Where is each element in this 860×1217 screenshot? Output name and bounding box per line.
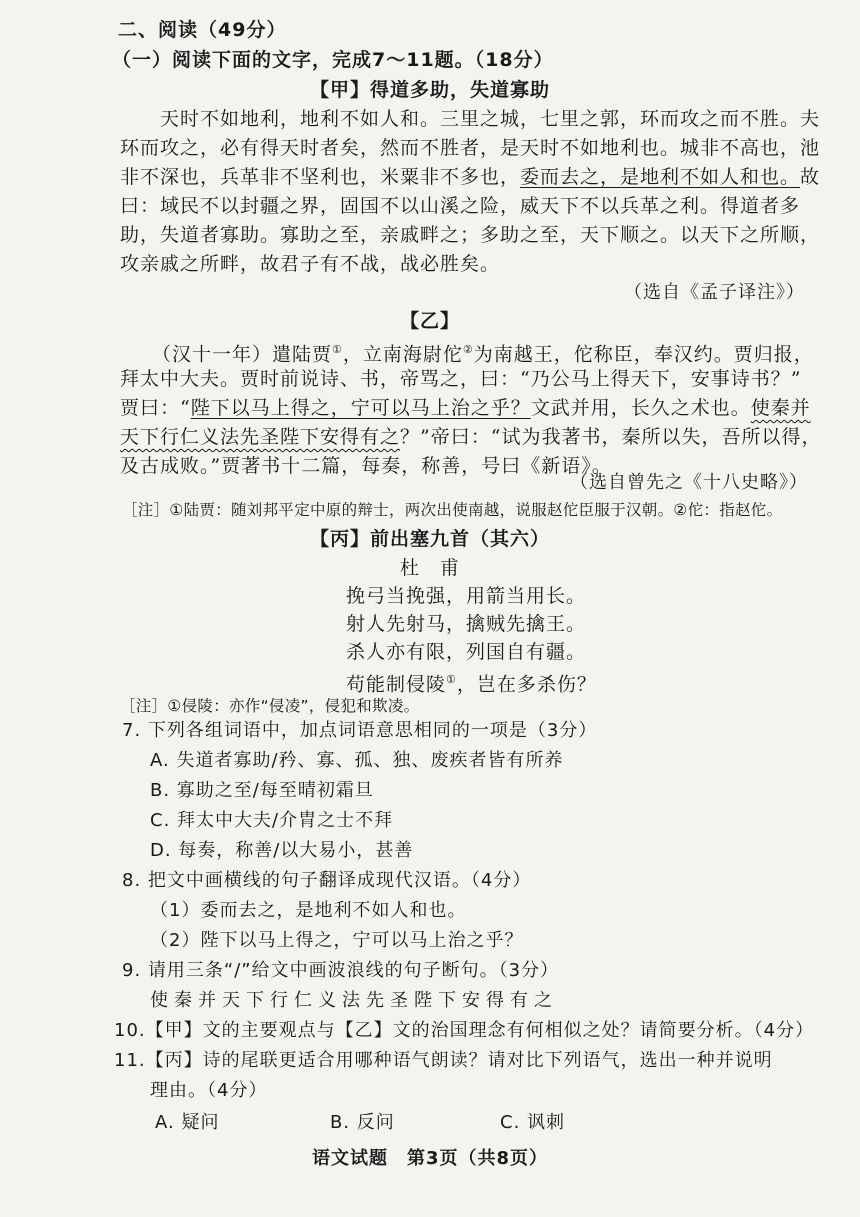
question-11-continued: 理由。（4分） [150,1080,268,1101]
passage-jia-line [120,165,820,189]
passage-text: 故 [800,166,821,188]
question-11-option-c: C. 讽刺 [500,1112,566,1133]
footnote-marker: ② [462,343,474,356]
poem-note: ［注］①侵陵：亦作“侵凌”，侵犯和欺凌。 [120,697,420,715]
underlined-sentence-1: 委而去之，是地利不如人和也。 [520,166,801,188]
section-title: 二、阅读（49分） [118,19,287,41]
question-11: 11.【丙】诗的尾联更适合用哪种语气朗读？请对比下列语气，选出一种并说明 [114,1050,773,1071]
poem-line: 射人先射马，擒贼先擒王。 [346,613,587,635]
question-11-option-a: A. 疑问 [155,1112,220,1133]
question-7-option-c: C. 拜太中大夫/介胄之士不拜 [150,810,394,831]
wavy-sentence-part: 天下行仁义法先圣陛下安得有之 [120,426,401,448]
question-7-option-d: D. 每奏，称善/以大易小，甚善 [150,840,414,861]
passage-yi-line [152,338,814,366]
poem-line: 挽弓当挽强，用箭当用长。 [346,585,587,607]
poem-line [346,668,597,696]
passage-yi-line: 及古成败。”贾著书十二篇，每奏，称善，号曰《新语》。 [120,455,612,477]
passage-yi-note: ［注］①陆贾：随刘邦平定中原的辩士，两次出使南越，说服赵佗臣服于汉朝。②佗：指赵佗。 [122,501,783,519]
poem-text: ，岂在多杀伤？ [456,673,597,696]
passage-jia-line: 环而攻之，必有得天时者矣，然而不胜者，是天时不如地利也。城非不高也，池 [120,137,821,159]
passage-text: ，立南海尉佗 [342,343,463,366]
passage-jia-line: 助，失道者寡助。寡助之至，亲戚畔之；多助之至，天下顺之。以天下之所顺， [120,224,821,246]
passage-jia-title: 【甲】得道多助，失道寡助 [309,79,550,101]
poem-title: 【丙】前出塞九首（其六） [309,528,550,550]
passage-jia-source: （选自《孟子译注》） [624,282,805,303]
underlined-sentence-2: 陛下以马上得之，宁可以马上治之乎？ [190,397,531,419]
passage-text: 文武并用，长久之术也。 [530,397,751,419]
passage-jia-line: 攻亲戚之所畔，故君子有不战，战必胜矣。 [120,253,501,275]
question-7-option-b: B. 寡助之至/每至晴初霜旦 [150,780,374,801]
question-8-item-1: （1）委而去之，是地利不如人和也。 [150,900,467,921]
question-11-option-b: B. 反问 [330,1112,395,1133]
question-7: 7. 下列各组词语中，加点词语意思相同的一项是（3分） [122,720,598,741]
question-8: 8. 把文中画横线的句子翻译成现代汉语。（4分） [122,870,532,891]
passage-yi-source: （选自曾先之《十八史略》） [570,472,808,493]
wavy-sentence-part: 使秦并 [750,397,811,419]
passage-text: 为南越王，佗称臣，奉汉约。贾归报， [473,343,814,366]
question-10: 10.【甲】文的主要观点与【乙】文的治国理念有何相似之处？请简要分析。（4分） [114,1020,815,1041]
poem-text: 苟能制侵陵 [346,673,447,696]
question-9: 9. 请用三条“/”给文中画波浪线的句子断句。（3分） [122,960,560,981]
passage-yi-line [120,425,821,449]
poem-line: 杀人亦有限，列国自有疆。 [346,641,587,663]
passage-text: ？”帝曰：“试为我著书，秦所以失，吾所以得， [400,426,822,448]
passage-text: 非不深也，兵革非不坚利也，米粟非不多也， [120,166,521,188]
footnote-marker: ① [446,673,457,686]
passage-jia-line: 曰：域民不以封疆之界，固国不以山溪之险，威天下不以兵革之利。得道者多 [120,195,801,217]
passage-text: （汉十一年）遣陆贾 [152,343,333,366]
subsection-heading: （一）阅读下面的文字，完成7～11题。（18分） [112,49,554,71]
passage-yi-line: 拜太中大夫。贾时前说诗、书，帝骂之，曰：“乃公马上得天下，安事诗书？” [120,368,802,390]
passage-text: 贾曰：“ [120,397,191,419]
question-8-item-2: （2）陛下以马上得之，宁可以马上治之乎？ [150,930,524,951]
passage-yi-line [120,396,811,420]
passage-yi-title: 【乙】 [399,310,460,332]
footnote-marker: ① [332,343,343,356]
question-7-option-a: A. 失道者寡助/矜、寡、孤、独、废疾者皆有所养 [150,750,564,771]
poem-author: 杜 甫 [399,557,460,579]
question-9-sentence: 使秦并天下行仁义法先圣陛下安得有之 [150,990,558,1011]
page-footer: 语文试题 第3页（共8页） [311,1148,549,1169]
passage-jia-line: 天时不如地利，地利不如人和。三里之城，七里之郭，环而攻之而不胜。夫 [160,108,821,130]
